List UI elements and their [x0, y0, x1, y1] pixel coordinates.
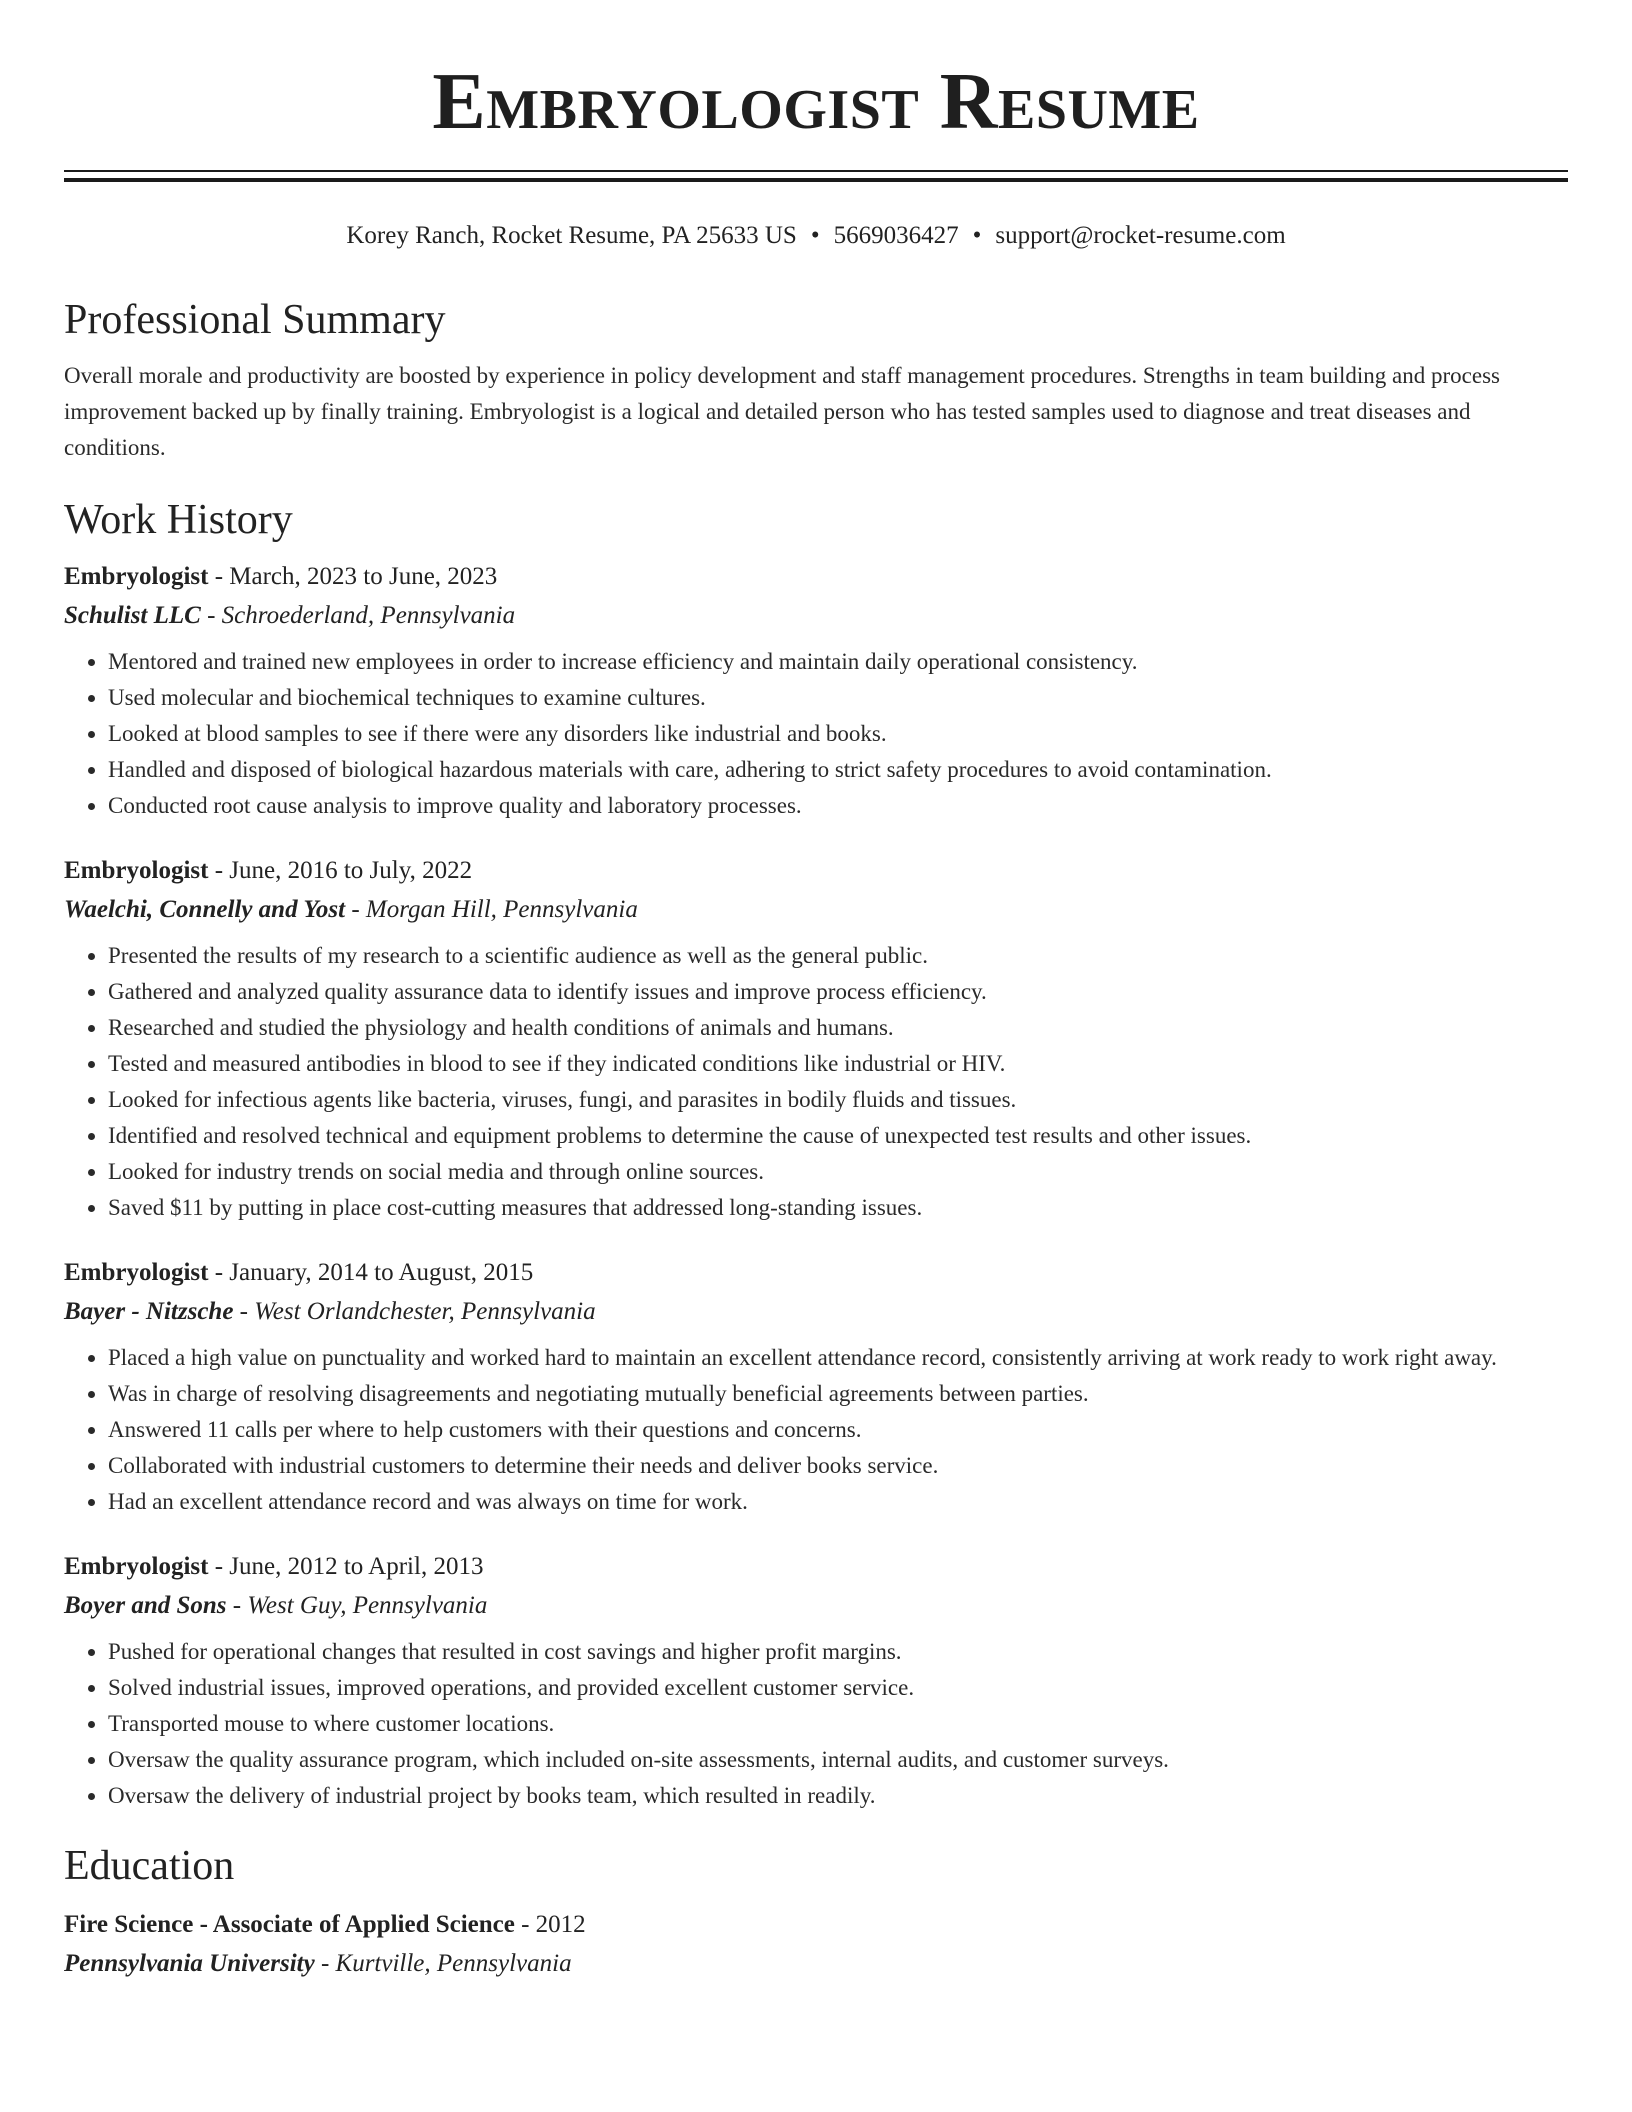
job-title: Embryologist [64, 1553, 209, 1580]
job-bullet: • Oversaw the quality assurance program, which included on-site assessments, internal audits, and customer surveys. [108, 1742, 1568, 1778]
job-entry [64, 1548, 1568, 1814]
job-bullet: • Identified and resolved technical and equipment problems to determine the cause of unexpected test results and other issues. [108, 1118, 1568, 1154]
education-year: - 2012 [514, 1911, 586, 1938]
job-bullet: • Pushed for operational changes that resulted in cost savings and higher profit margins. [108, 1634, 1568, 1670]
job-bullet: • Conducted root cause analysis to improve quality and laboratory processes. [108, 788, 1568, 824]
job-location: - Schroederland, Pennsylvania [200, 602, 516, 629]
job-title: Embryologist [64, 563, 209, 590]
summary-heading: Professional Summary [64, 297, 446, 343]
contact-email: support@rocket-resume.com [995, 222, 1286, 249]
job-bullet: • Collaborated with industrial customers to determine their needs and deliver books service. [108, 1448, 1568, 1484]
job-company: Waelchi, Connelly and Yost [64, 896, 346, 923]
job-bullet: • Presented the results of my research to a scientific audience as well as the general public. [108, 938, 1568, 974]
job-location: - Morgan Hill, Pennsylvania [345, 896, 638, 923]
job-bullet: • Looked for infectious agents like bacteria, viruses, fungi, and parasites in bodily fluids and tissues. [108, 1082, 1568, 1118]
job-company-line [64, 1292, 1568, 1332]
job-dates: - June, 2016 to July, 2022 [208, 857, 473, 884]
job-bullet: • Answered 11 calls per where to help customers with their questions and concerns. [108, 1412, 1568, 1448]
job-location: - West Orlandchester, Pennsylvania [233, 1298, 596, 1325]
job-bullet: • Saved $11 by putting in place cost-cutting measures that addressed long-standing issues. [108, 1190, 1568, 1226]
contact-phone: 5669036427 [833, 222, 959, 249]
job-location: - West Guy, Pennsylvania [226, 1592, 488, 1619]
job-title: Embryologist [64, 857, 209, 884]
title-divider-thin [64, 170, 1568, 172]
contact-separator: • [810, 222, 820, 249]
job-entry [64, 558, 1568, 824]
job-bullet: • Transported mouse to where customer locations. [108, 1706, 1568, 1742]
job-header [64, 1548, 1568, 1586]
job-bullets [64, 1634, 1568, 1814]
work-history-heading: Work History [64, 497, 293, 543]
job-company-line [64, 1586, 1568, 1626]
job-bullet: • Was in charge of resolving disagreements and negotiating mutually beneficial agreements between parties. [108, 1376, 1568, 1412]
contact-address: Korey Ranch, Rocket Resume, PA 25633 US [346, 222, 797, 249]
education-school: Pennsylvania University [64, 1950, 315, 1977]
job-bullet: • Researched and studied the physiology and health conditions of animals and humans. [108, 1010, 1568, 1046]
job-bullet: • Mentored and trained new employees in order to increase efficiency and maintain daily operational consistency. [108, 644, 1568, 680]
job-bullet: • Tested and measured antibodies in blood to see if they indicated conditions like industrial or HIV. [108, 1046, 1568, 1082]
job-bullet: • Had an excellent attendance record and was always on time for work. [108, 1484, 1568, 1520]
job-company: Bayer - Nitzsche [64, 1298, 234, 1325]
job-header [64, 558, 1568, 596]
job-bullet: • Handled and disposed of biological hazardous materials with care, adhering to strict safety procedures to avoid contamination. [108, 752, 1568, 788]
job-dates: - March, 2023 to June, 2023 [208, 563, 498, 590]
job-bullet: • Used molecular and biochemical techniques to examine cultures. [108, 680, 1568, 716]
job-bullets [64, 1340, 1568, 1520]
job-title: Embryologist [64, 1259, 209, 1286]
job-bullet: • Placed a high value on punctuality and worked hard to maintain an excellent attendance record, consistently arriving at work ready to work right away. [108, 1340, 1568, 1376]
education-degree: Fire Science - Associate of Applied Science [64, 1911, 515, 1938]
education-school-line [64, 1944, 1568, 1984]
job-company-line [64, 890, 1568, 930]
job-dates: - January, 2014 to August, 2015 [208, 1259, 534, 1286]
job-company: Schulist LLC [64, 602, 201, 629]
job-header [64, 852, 1568, 890]
education-degree-line [64, 1906, 1568, 1944]
job-entry [64, 1254, 1568, 1520]
page-title: Embryologist Resume [432, 58, 1200, 146]
job-bullet: • Solved industrial issues, improved operations, and provided excellent customer service. [108, 1670, 1568, 1706]
education-heading: Education [64, 1843, 235, 1889]
summary-text: Overall morale and productivity are boosted by experience in policy development and staff management procedures. Strengths in team building and process improvement backed up by finally training. Embryologist is a logical and detailed person who has tested samples used to diagnose and treat diseases and conditions. [64, 363, 1500, 460]
job-bullet: • Looked at blood samples to see if there were any disorders like industrial and books. [108, 716, 1568, 752]
job-entry [64, 852, 1568, 1226]
job-company: Boyer and Sons [64, 1592, 227, 1619]
contact-line [64, 218, 1568, 254]
job-bullets [64, 938, 1568, 1226]
contact-separator: • [972, 222, 982, 249]
job-bullets [64, 644, 1568, 824]
title-divider-thick [64, 178, 1568, 182]
job-bullet: • Gathered and analyzed quality assurance data to identify issues and improve process efficiency. [108, 974, 1568, 1010]
job-header [64, 1254, 1568, 1292]
education-location: - Kurtville, Pennsylvania [314, 1950, 572, 1977]
job-company-line [64, 596, 1568, 636]
job-bullet: • Oversaw the delivery of industrial project by books team, which resulted in readily. [108, 1778, 1568, 1814]
job-dates: - June, 2012 to April, 2013 [208, 1553, 484, 1580]
job-bullet: • Looked for industry trends on social media and through online sources. [108, 1154, 1568, 1190]
